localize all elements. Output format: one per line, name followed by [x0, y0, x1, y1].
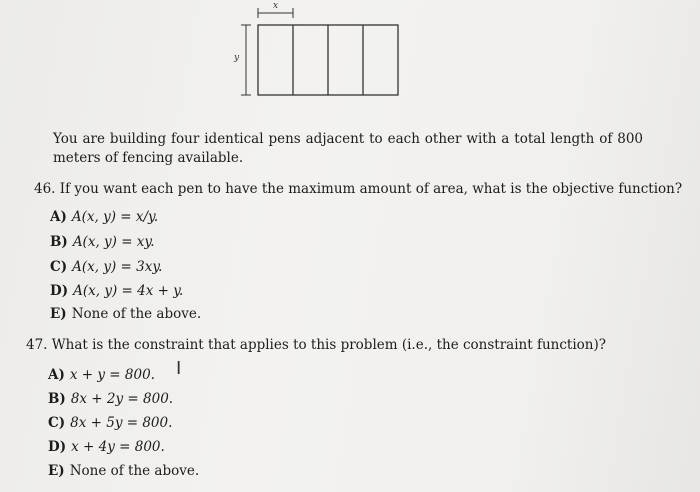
text-cursor-icon: I [176, 358, 182, 379]
x-label: x [273, 1, 279, 11]
option-text: 8x + 5y = 800. [70, 415, 173, 431]
option-letter: D) [48, 439, 67, 455]
option-letter: E) [50, 306, 67, 322]
option-text: x + y = 800. [69, 367, 155, 383]
option-text: None of the above. [69, 463, 200, 479]
option-text: x + 4y = 800. [71, 439, 165, 455]
option-47-b[interactable] [48, 390, 173, 409]
option-46-d[interactable] [50, 282, 183, 301]
problem-intro: You are building four identical pens adjacent to each other with a total length of 800 meters of fencing available. [53, 131, 643, 166]
y-label: y [234, 53, 240, 63]
pens-diagram-svg [0, 0, 700, 110]
option-47-d[interactable] [48, 438, 165, 457]
option-47-a[interactable] [48, 366, 155, 385]
option-46-c[interactable] [50, 258, 162, 277]
y-dimension-marker [241, 25, 251, 95]
option-text: A(x, y) = 4x + y. [73, 283, 184, 299]
option-letter: E) [48, 463, 65, 479]
pens-rectangle [258, 25, 398, 95]
option-letter: C) [50, 259, 68, 275]
question-46 [34, 180, 682, 199]
option-letter: D) [50, 283, 69, 299]
option-letter: A) [50, 209, 67, 225]
option-text: A(x, y) = xy. [72, 234, 155, 250]
option-text: A(x, y) = 3xy. [72, 259, 163, 275]
option-46-b[interactable] [50, 233, 155, 252]
pens-diagram [0, 0, 700, 110]
option-46-a[interactable] [50, 208, 158, 227]
option-46-e[interactable] [50, 305, 201, 324]
option-text: A(x, y) = x/y. [71, 209, 159, 225]
option-47-e[interactable] [48, 462, 199, 481]
option-letter: C) [48, 415, 66, 431]
option-47-c[interactable] [48, 414, 172, 433]
question-47 [26, 336, 606, 355]
option-text: None of the above. [71, 306, 202, 322]
option-letter: B) [48, 391, 66, 407]
question-text: What is the constraint that applies to this problem (i.e., the constraint function)? [51, 337, 606, 353]
option-letter: B) [50, 234, 68, 250]
question-text: If you want each pen to have the maximum amount of area, what is the objective function? [59, 181, 683, 197]
option-letter: A) [48, 367, 65, 383]
question-number: 47. [26, 337, 48, 353]
option-text: 8x + 2y = 800. [70, 391, 174, 407]
question-number: 46. [34, 181, 56, 197]
